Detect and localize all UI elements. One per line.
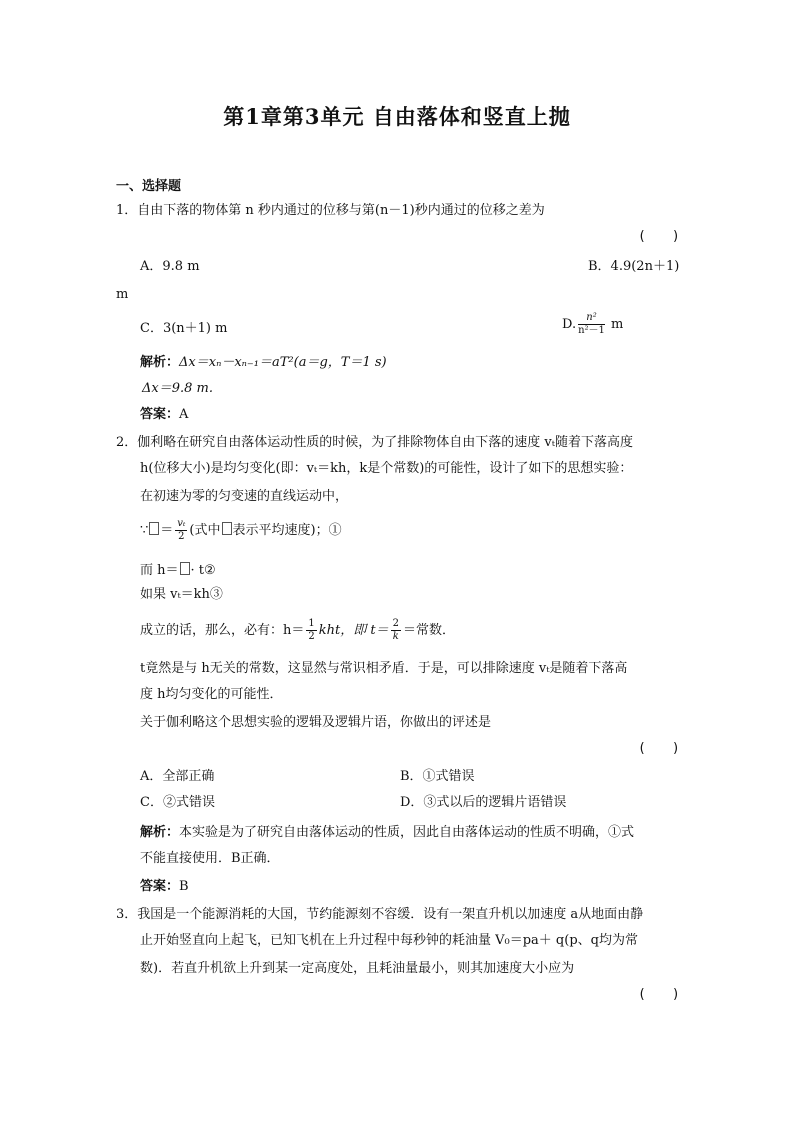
q1-option-c: C．3(n＋1) m [140, 321, 228, 336]
q2-formula-1-note-end: 表示平均速度)；① [232, 523, 342, 538]
q1-analysis-line-2: Δx＝9.8 m. [142, 381, 213, 396]
page-title: 第1章第3单元 自由落体和竖直上抛 [223, 104, 571, 129]
q1-option-b-unit: m [116, 287, 129, 302]
q1-option-a: A．9.8 m [140, 259, 200, 274]
q2-formula-2-rest: · t② [190, 563, 216, 578]
q2-option-d: D．③式以后的逻辑片语错误 [400, 795, 567, 810]
q2-formula-1-denominator: 2 [178, 531, 185, 542]
q1-stem: 1．自由下落的物体第 n 秒内通过的位移与第(n－1)秒内通过的位移之差为 [116, 203, 545, 218]
q1-option-d-numerator: n² [578, 312, 605, 325]
q2-formula-4 [140, 618, 455, 643]
q1-option-d-unit: m [611, 317, 624, 332]
q2-formula-4-fraction-1 [306, 618, 316, 643]
q2-stem-line-1: 2．伽利略在研究自由落体运动性质的时候，为了排除物体自由下落的速度 vₜ随着下落高度 [116, 435, 633, 450]
q2-formula-1 [140, 518, 342, 543]
q2-stem-line-4: t竟然是与 h无关的常数，这显然与常识相矛盾．于是，可以排除速度 vₜ是随着下落高 [140, 661, 628, 676]
q2-analysis-line-1 [140, 826, 634, 839]
q1-option-d [562, 312, 623, 337]
q1-answer-paren: ( ) [638, 229, 680, 244]
q3-stem-line-2: 止开始竖直向上起飞，已知飞机在上升过程中每秒钟的耗油量 V₀＝pa＋ q(p、q均为常 [140, 933, 638, 948]
q2-formula-4-numerator-1: 1 [308, 618, 315, 629]
q2-because-symbol: ∵ [140, 523, 149, 538]
q2-formula-4-fraction-2 [391, 618, 401, 643]
q1-option-d-prefix: D. [562, 317, 577, 332]
q1-option-d-denominator: n²－1 [578, 325, 605, 336]
q1-option-b: B．4.9(2n＋1) [588, 259, 680, 274]
q2-formula-2-prefix: 而 h＝ [140, 563, 179, 578]
q2-answer-label: 答案： [140, 879, 180, 894]
q1-analysis-text-1: Δx＝xₙ－xₙ₋₁＝aT²(a＝g，T＝1 s) [179, 355, 387, 370]
q2-formula-1-note: (式中 [189, 523, 221, 538]
q3-stem-line-1: 3．我国是一个能源消耗的大国，节约能源刻不容缓．设有一架直升机以加速度 a从地面由静 [116, 907, 644, 922]
q3-answer-paren: ( ) [638, 987, 680, 1002]
q1-answer-value: A [179, 407, 189, 422]
q2-formula-1-fraction [175, 518, 187, 543]
q1-analysis-line-1 [140, 356, 387, 369]
q2-formula-4-mid: kht，即 t＝ [318, 623, 389, 638]
q1-answer [140, 408, 188, 421]
q2-formula-4-numerator-2: 2 [392, 618, 399, 629]
q2-analysis-text-1: 本实验是为了研究自由落体运动的性质，因此自由落体运动的性质不明确，①式 [179, 825, 635, 840]
q2-analysis-label: 解析： [140, 825, 180, 840]
average-velocity-symbol [222, 522, 232, 535]
q2-formula-1-numerator: vₜ [177, 518, 186, 529]
q2-option-a: A．全部正确 [140, 769, 215, 784]
average-velocity-symbol [149, 522, 159, 535]
q2-stem-line-5: 度 h均匀变化的可能性． [140, 687, 283, 702]
q2-analysis-line-2: 不能直接使用．B正确． [140, 851, 280, 866]
q2-formula-4-pre: 成立的话，那么，必有：h＝ [140, 623, 305, 638]
q2-formula-2 [140, 562, 216, 577]
q2-answer [140, 880, 189, 893]
q2-answer-paren: ( ) [638, 741, 680, 756]
q2-formula-1-eq: ＝ [160, 523, 174, 538]
q2-formula-4-post: ＝常数． [402, 623, 455, 638]
q3-stem-line-3: 数)．若直升机欲上升到某一定高度处，且耗油量最小，则其加速度大小应为 [140, 961, 575, 976]
q2-stem-line-2: h(位移大小)是均匀变化(即：vₜ＝kh，k是个常数)的可能性，设计了如下的思想实验： [140, 461, 633, 476]
q1-analysis-label: 解析： [140, 355, 180, 370]
q2-formula-4-denominator-1: 2 [308, 631, 315, 642]
q2-option-b: B．①式错误 [400, 769, 475, 784]
q2-answer-value: B [179, 879, 189, 894]
q2-formula-3: 如果 vₜ＝kh③ [140, 587, 223, 602]
q1-option-d-fraction [578, 312, 605, 337]
q2-formula-4-denominator-2: k [392, 631, 399, 642]
average-velocity-symbol [180, 562, 190, 575]
q1-answer-label: 答案： [140, 407, 180, 422]
q2-stem-line-3: 在初速为零的匀变速的直线运动中， [140, 489, 349, 504]
q2-option-c: C．②式错误 [140, 795, 215, 810]
q2-stem-line-6: 关于伽利略这个思想实验的逻辑及逻辑片语，你做出的评述是 [140, 715, 492, 730]
section-heading: 一、选择题 [116, 179, 182, 194]
